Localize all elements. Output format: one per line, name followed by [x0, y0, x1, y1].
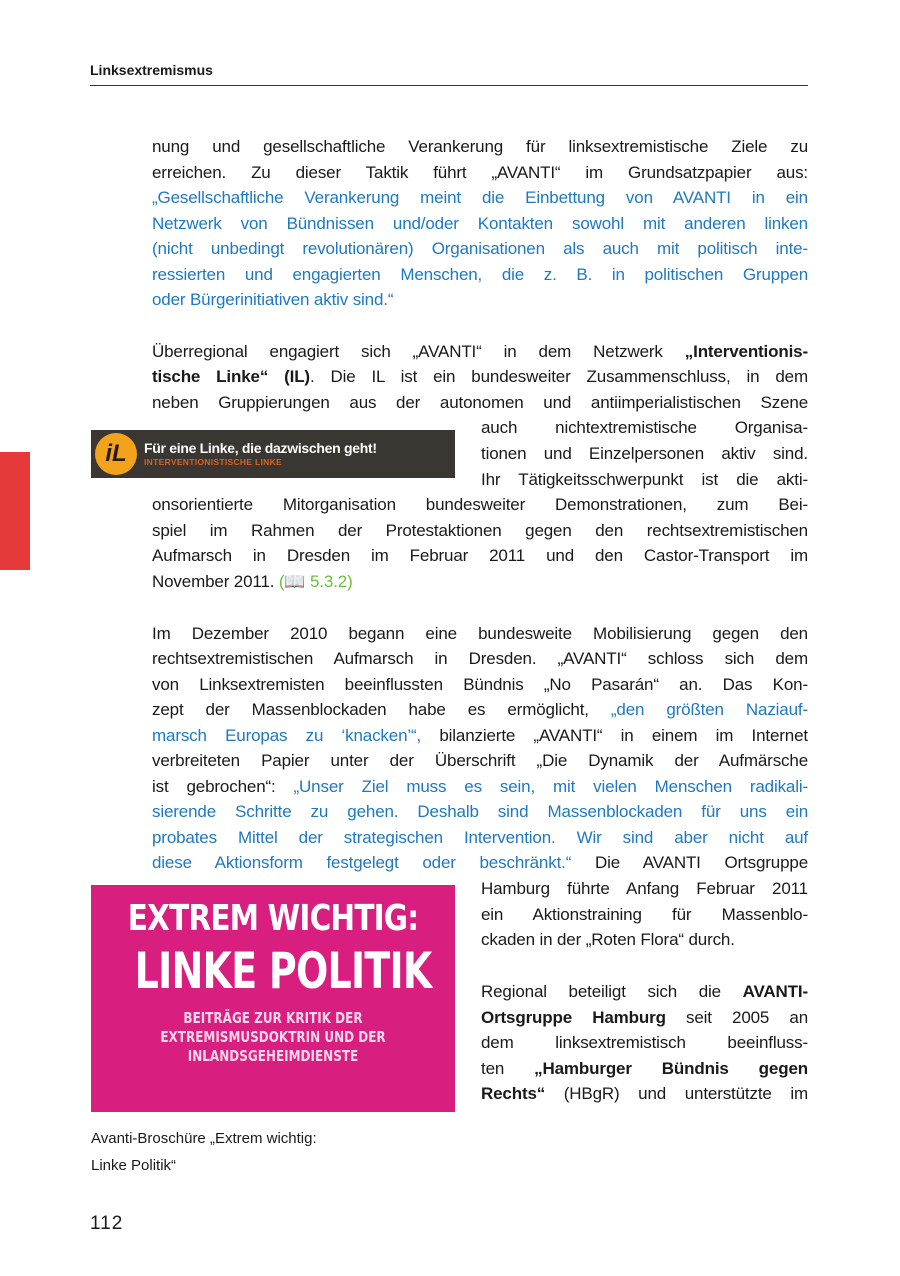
- text-line: [152, 135, 808, 159]
- text-segment: Ihr Tätigkeitsschwerpunkt ist die akti-: [481, 470, 808, 489]
- cover-subtitle: [127, 1009, 418, 1066]
- text-segment: tionen und Einzelpersonen aktiv sind.: [481, 444, 808, 463]
- text-segment: spiel im Rahmen der Protestaktionen gegen den rechtsextremistischen: [152, 521, 808, 540]
- text-segment: Im Dezember 2010 begann eine bundesweite Mobilisierung gegen den: [152, 624, 808, 643]
- page-number: 112: [90, 1213, 124, 1234]
- cross-reference-link[interactable]: (📖 5.3.2): [278, 572, 353, 591]
- brochure-cover-image: [91, 885, 455, 1112]
- text-line: [152, 749, 808, 773]
- text-segment: Regional beteiligt sich die: [481, 982, 743, 1001]
- text-line: [152, 365, 808, 389]
- text-line: [152, 775, 808, 799]
- chapter-marker: [0, 452, 30, 570]
- text-segment: (HBgR) und unterstützte im: [545, 1084, 808, 1103]
- quote-text: „den größten Naziauf-: [610, 700, 808, 719]
- text-line: [152, 724, 808, 748]
- text-line: [481, 903, 808, 927]
- text-line: [152, 340, 808, 364]
- text-segment: . Die IL ist ein bundesweiter Zusammenschluss, in dem: [309, 367, 808, 386]
- text-line: [481, 442, 808, 466]
- quote-text: sierende Schritte zu gehen. Deshalb sind Massenblockaden für uns ein: [152, 802, 808, 821]
- text-line: [152, 647, 808, 671]
- text-line: [152, 493, 808, 517]
- quote-text: „Unser Ziel muss es sein, mit vielen Menschen radikali-: [293, 777, 808, 796]
- text-segment: nung und gesellschaftliche Verankerung für linksextremistische Ziele zu: [152, 137, 808, 156]
- bold-text: Rechts“: [481, 1084, 546, 1103]
- banner-slogan: Für eine Linke, die dazwischen geht!: [144, 440, 377, 456]
- text-segment: November 2011.: [152, 572, 279, 591]
- cover-subtitle-1: BEITRÄGE ZUR KRITIK DER: [183, 1009, 363, 1027]
- image-caption: [91, 1125, 317, 1179]
- quote-text: oder Bürgerinitiativen aktiv sind.“: [152, 290, 394, 309]
- bold-text: „Interventionis-: [684, 342, 808, 361]
- text-line: [481, 1031, 808, 1055]
- text-segment: Hamburg führte Anfang Februar 2011: [481, 879, 808, 898]
- running-header: Linksextremismus: [90, 62, 213, 78]
- text-segment: ein Aktionstraining für Massenblo-: [481, 905, 808, 924]
- cover-title-1: EXTREM WICHTIG:: [127, 898, 419, 939]
- bold-text: Ortsgruppe Hamburg: [481, 1008, 666, 1027]
- text-line: [481, 877, 808, 901]
- text-line: [152, 212, 808, 236]
- text-line: [152, 391, 808, 415]
- text-line: [481, 416, 808, 440]
- text-segment: auch nichtextremistische Organisa-: [481, 418, 808, 437]
- text-line: [152, 161, 808, 185]
- quote-text: diese Aktionsform festgelegt oder beschränkt.“: [152, 853, 572, 872]
- il-banner-image: [91, 430, 455, 478]
- text-line: [152, 622, 808, 646]
- text-segment: erreichen. Zu dieser Taktik führt „AVANTI“ im Grundsatzpapier aus:: [152, 163, 808, 182]
- caption-line: Avanti-Broschüre „Extrem wichtig:: [91, 1130, 317, 1147]
- text-segment: seit 2005 an: [665, 1008, 809, 1027]
- cover-title-2: LINKE POLITIK: [134, 942, 432, 1000]
- header-rule: [90, 85, 808, 86]
- il-logo: iL: [95, 433, 137, 475]
- text-line: [152, 263, 808, 287]
- text-segment: Aufmarsch in Dresden im Februar 2011 und den Castor-Transport im: [152, 546, 808, 565]
- text-line: [481, 468, 808, 492]
- text-segment: neben Gruppierungen aus der autonomen und antiimperialistischen Szene: [152, 393, 808, 412]
- text-segment: rechtsextremistischen Aufmarsch in Dresden. „AVANTI“ schloss sich dem: [152, 649, 808, 668]
- text-line: [481, 1082, 808, 1106]
- text-segment: ckaden in der „Roten Flora“ durch.: [481, 930, 735, 949]
- text-line: [152, 237, 808, 261]
- text-segment: ist gebrochen“:: [152, 777, 294, 796]
- text-segment: dem linksextremistisch beeinfluss-: [481, 1033, 808, 1052]
- text-line: [152, 800, 808, 824]
- text-segment: ten: [481, 1059, 535, 1078]
- banner-text: [144, 440, 377, 468]
- bold-text: AVANTI-: [742, 982, 808, 1001]
- text-segment: Überregional engagiert sich „AVANTI“ in dem Netzwerk: [152, 342, 685, 361]
- text-line: [152, 698, 808, 722]
- quote-text: probates Mittel der strategischen Intervention. Wir sind aber nicht auf: [152, 828, 808, 847]
- banner-subtitle: INTERVENTIONISTISCHE LINKE: [144, 457, 282, 467]
- text-line: [481, 1057, 808, 1081]
- text-line: [152, 186, 808, 210]
- text-line: [152, 544, 808, 568]
- text-line: [481, 1006, 808, 1030]
- quote-text: marsch Europas zu ‘knacken’“,: [152, 726, 422, 745]
- text-line: [152, 851, 808, 875]
- cover-subtitle-3: INLANDSGEHEIMDIENSTE: [187, 1047, 359, 1065]
- bold-text: „Hamburger Bündnis gegen: [534, 1059, 808, 1078]
- text-line: [152, 519, 808, 543]
- text-segment: von Linksextremisten beeinflussten Bündnis „No Pasarán“ an. Das Kon-: [152, 675, 808, 694]
- quote-text: „Gesellschaftliche Verankerung meint die Einbettung von AVANTI in ein: [152, 188, 808, 207]
- text-line: [152, 288, 808, 312]
- bold-text: tische Linke“ (IL): [152, 367, 310, 386]
- text-line: [481, 980, 808, 1004]
- text-segment: onsorientierte Mitorganisation bundesweiter Demonstrationen, zum Bei-: [152, 495, 808, 514]
- text-segment: verbreiteten Papier unter der Überschrift „Die Dynamik der Aufmärsche: [152, 751, 808, 770]
- text-line: [481, 928, 808, 952]
- quote-text: Netzwerk von Bündnissen und/oder Kontakten sowohl mit anderen linken: [152, 214, 808, 233]
- quote-text: (nicht unbedingt revolutionären) Organisationen als auch mit politisch inte-: [152, 239, 808, 258]
- text-segment: zept der Massenblockaden habe es ermöglicht,: [152, 700, 611, 719]
- text-segment: Die AVANTI Ortsgruppe: [571, 853, 808, 872]
- cover-subtitle-2: EXTREMISMUSDOKTRIN UND DER: [160, 1028, 386, 1046]
- caption-line: Linke Politik“: [91, 1157, 177, 1174]
- text-line: [152, 673, 808, 697]
- quote-text: ressierten und engagierten Menschen, die z. B. in politischen Gruppen: [152, 265, 808, 284]
- text-line: [152, 826, 808, 850]
- text-line: [152, 570, 808, 594]
- text-segment: bilanzierte „AVANTI“ in einem im Internet: [421, 726, 808, 745]
